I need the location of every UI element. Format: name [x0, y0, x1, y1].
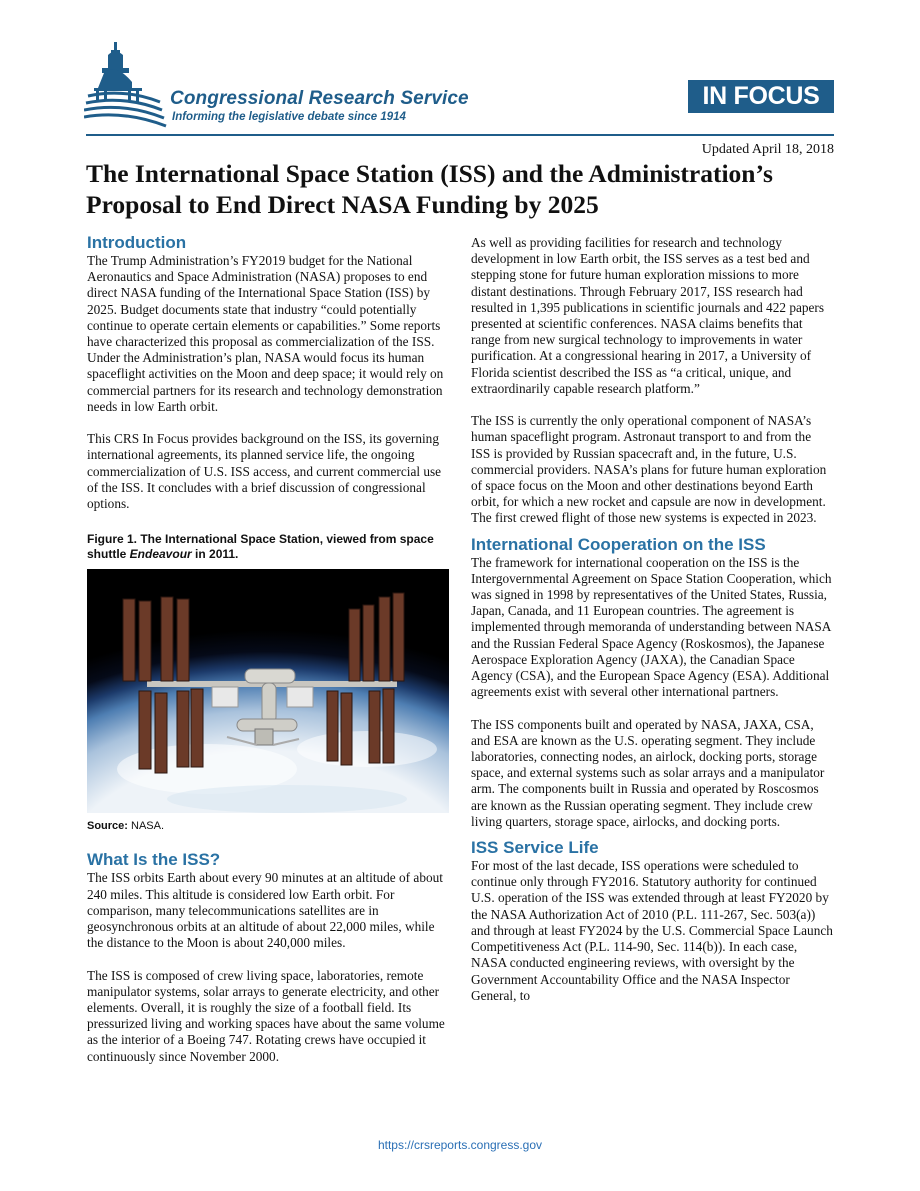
iss-photo [87, 569, 449, 813]
footer-link[interactable]: https://crsreports.congress.gov [377, 1138, 543, 1152]
what-paragraph-2: The ISS is composed of crew living space, laboratories, remote manipulator systems, solar arrays to generate electricity, and other elements. Overall, it is roughly the size of a football field. Its pressurized living and working spaces have about the same volume as the interior of a Boeing 747. Rotating crews have occupied it continuously since November 2000. [87, 967, 445, 1064]
section-heading-introduction: Introduction [87, 233, 187, 252]
section-heading-iss-service-life: ISS Service Life [471, 838, 599, 858]
updated-date: Updated April 18, 2018 [701, 142, 834, 157]
capitol-dome-icon [84, 40, 170, 128]
what-paragraph-1: The ISS orbits Earth about every 90 minutes at an altitude of about 240 miles. This altitude is considered low Earth orbit. For comparison, many telecommunications satellites are in geosynchronous orbits at an altitude of about 22,000 miles, while the distance to the Moon is about 240,000 miles. [87, 870, 443, 951]
coop-paragraph-2: The ISS components built and operated by NASA, JAXA, CSA, and ESA are known as the U.S. operating segment. They include laboratories, connecting nodes, an airlock, docking ports, storage space, and external systems such as solar arrays and a manipulator arm. The components built in Russia and operated by Roscosmos are known as the Russian operating segment. They include crew living quarters, storage space, airlocks, and docking ports. [471, 716, 825, 829]
in-focus-badge: IN FOCUS [688, 80, 834, 113]
intro-paragraph-1: The Trump Administration’s FY2019 budget for the National Aeronautics and Space Administration (NASA) proposes to end direct NASA funding of the International Space Station (ISS) by 2025. Budget documents state that industry “could potentially continue to operate certain elements or capabilities.” Some reports have characterized this proposal as commercialization of the ISS. Under the Administration’s plan, NASA would focus its human spaceflight activities on the Moon and deep space; it would rely on commercial partners for its research and technology demonstration needs in low Earth orbit. [87, 253, 444, 414]
org-name: Congressional Research Service [170, 88, 469, 109]
left-column [87, 233, 449, 1065]
header-rule [86, 134, 834, 136]
org-tagline: Informing the legislative debate since 1914 [172, 111, 406, 123]
figure-source: Source: NASA. [87, 820, 165, 833]
section-heading-what-is-the-iss: What Is the ISS? [87, 850, 221, 870]
life-paragraph-1: For most of the last decade, ISS operations were scheduled to continue only through FY2016. Statutory authority for continued U.S. operation of the ISS was extended through at least FY2020 by the NASA Authorization Act of 2010 (P.L. 111-267, Sec. 503(a)) and through at least FY2024 by the U.S. Commercial Space Launch Competitiveness Act (P.L. 114-90, Sec. 114(b)). In each case, NASA conducted engineering reviews, with oversight by the Government Accountability Office and the NASA Inspector General, to [471, 858, 833, 1003]
intro-paragraph-2: This CRS In Focus provides background on the ISS, its governing international agreements, its planned service life, the ongoing commercialization of U.S. ISS access, and current commercial use of the ISS. It concludes with a brief discussion of congressional options. [87, 431, 442, 512]
crs-logo [84, 40, 504, 128]
section-heading-international-cooperation: International Cooperation on the ISS [471, 534, 766, 554]
right-column [471, 235, 833, 1004]
page-title: The International Space Station (ISS) and the Administration’s Proposal to End Direct NASA Funding by 2025 [86, 159, 773, 219]
right-paragraph-2: The ISS is currently the only operational component of NASA’s human spaceflight program. Astronaut transport to and from the ISS is provided by Russian spacecraft and, in the future, U.S. commercial providers. NASA’s plans for future human exploration of space focus on the Moon and other destinations beyond Earth orbit, for which a new rocket and capsule are now in development. The first crewed flight of those new systems is expected in 2023. [471, 413, 827, 526]
right-paragraph-1: As well as providing facilities for research and technology development in low Earth orbit, the ISS serves as a test bed and stepping stone for future human exploration missions to more distant destinations. Through February 2017, ISS research had resulted in 1,395 publications in scientific journals and 422 papers presented at scientific conferences. NASA claims benefits that range from new surgical technology to improvements in water purification. At a congressional hearing in 2017, a University of Florida scientist described the ISS as “a critical, unique, and extraordinarily capable research platform.” [471, 235, 825, 396]
coop-paragraph-1: The framework for international cooperation on the ISS is the Intergovernmental Agreement on Space Station Cooperation, which was signed in 1998 by representatives of the United States, Russia, Japan, Canada, and 11 European countries. The agreement is implemented through memoranda of understanding between NASA and the Russian Federal Space Agency (Roskosmos), the Japanese Aerospace Exploration Agency (JAXA), the Canadian Space Agency (CSA), and the European Space Agency (ESA). Additional agreements exist with several other international partners. [471, 554, 832, 700]
iss-image [87, 569, 449, 813]
figure-caption: Figure 1. The International Space Station, viewed from space shuttle Endeavour in 2011. [87, 532, 434, 562]
